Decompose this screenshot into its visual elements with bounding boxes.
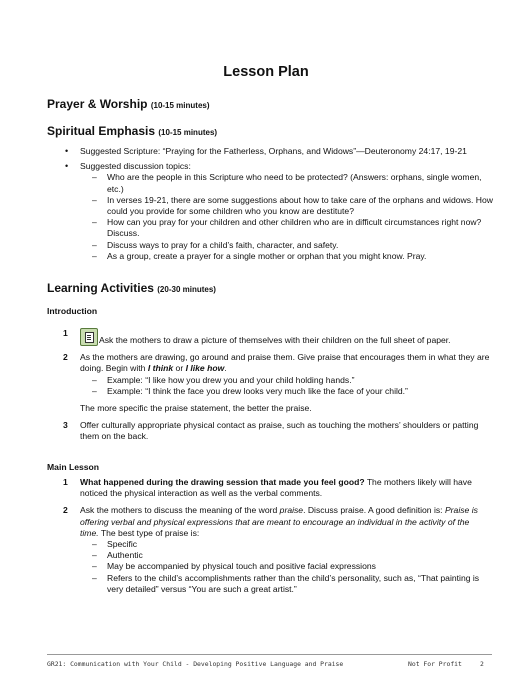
note-text: The more specific the praise statement, the better the praise. [80,403,312,414]
footer-title: GR21: Communication with Your Child - Developing Positive Language and Praise [47,660,344,668]
list-item: – Example: “I like how you drew you and your child holding hands.” [92,374,355,385]
list-item: – As a group, create a prayer for a single mother or orphan that you might know. Pray. [92,250,427,261]
footer-divider [47,654,492,655]
page-number: 2 [480,660,484,668]
list-item: – Who are the people in this Scripture who need to be protected? (Answers: orphans, single women, etc.) [92,172,482,194]
list-item: – Example: “I think the face you drew looks very much like the face of your child.” [92,385,408,396]
list-item: 1 Ask the mothers to draw a picture of themselves with their children on the full sheet of paper. [63,328,451,345]
list-item: – Specific [92,539,138,550]
page-title: Lesson Plan [223,64,309,80]
prayer-heading: Prayer & Worship (10-15 minutes) [47,97,210,111]
list-item: – May be accompanied by physical touch and positive facial expressions [92,561,376,572]
introduction-heading: Introduction [47,306,98,316]
list-item: • Suggested discussion topics: [65,161,191,172]
list-item: – Discuss ways to pray for a child’s faith, character, and safety. [92,239,339,250]
learning-heading: Learning Activities (20-30 minutes) [47,281,216,295]
list-item: 2 Ask the mothers to discuss the meaning of the word praise. Discuss praise. A good definition is: Praise is offering verbal and physical expressions that are meant to encourage an individual in the activity of the time. The best type of praise is: [63,505,478,538]
list-item: 3 Offer culturally appropriate physical contact as praise, such as touching the mothers’ shoulders or patting them on the back. [63,420,479,442]
list-item: 2 As the mothers are drawing, go around and praise them. Give praise that encourages them in what they are doing. Begin with I think or I like how. [63,352,490,374]
list-item: 1 What happened during the drawing session that made you feel good? The mothers likely will have noticed the physical interaction as well as the verbal comments. [63,477,472,499]
list-item: – Refers to the child’s accomplishments rather than the child’s personality, such as, “That painting is very detailed” versus “You are such a great artist.” [92,572,480,594]
list-item: – How can you pray for your children and other children who are in difficult circumstances right now? Discuss. [92,217,482,239]
main-lesson-heading: Main Lesson [47,462,100,472]
spiritual-heading: Spiritual Emphasis (10-15 minutes) [47,124,218,138]
main-lesson-section [0,477,532,595]
worksheet-icon [80,328,98,346]
spiritual-section [0,146,532,262]
page-footer [47,660,492,668]
footer-label: Not For Profit [408,660,462,668]
list-item: – Authentic [92,550,143,561]
list-item: – In verses 19-21, there are some suggestions about how to take care of the orphans and widows. How could you provide for some children who you know are destitute? [92,194,493,217]
introduction-section [0,322,532,443]
list-item: • Suggested Scripture: “Praying for the Fatherless, Orphans, and Widows”—Deuteronomy 24:17, 19-21 [65,146,467,156]
